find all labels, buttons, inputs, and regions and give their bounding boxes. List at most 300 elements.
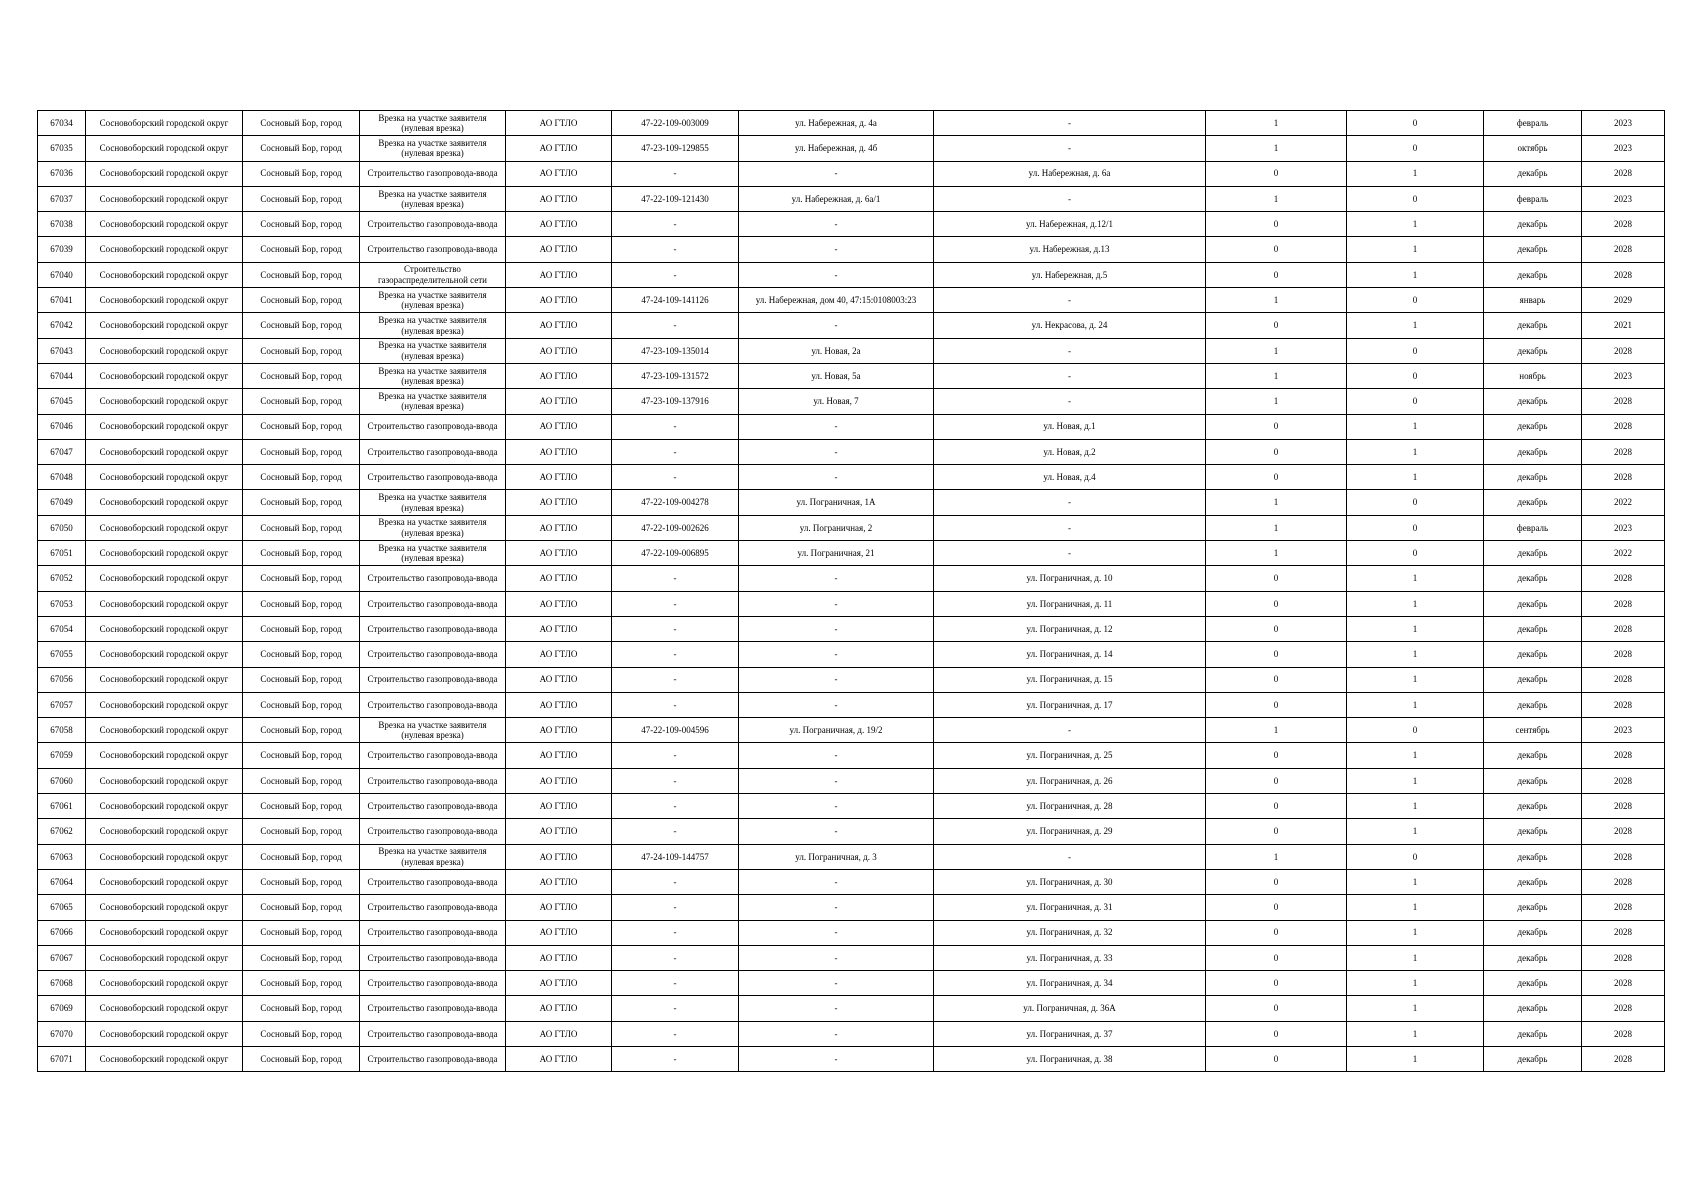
cell-year: 2023 [1582,111,1665,136]
cell-settlement: Сосновый Бор, город [243,465,360,490]
table-row [38,920,1665,945]
cell-count-planned: 1 [1347,1046,1484,1071]
cell-id: 67046 [38,414,86,439]
cell-municipality: Сосновоборский городской округ [86,363,243,388]
cell-settlement: Сосновый Бор, город [243,869,360,894]
cell-address-planned: ул. Пограничная, д. 30 [934,869,1206,894]
cell-municipality: Сосновоборский городской округ [86,1021,243,1046]
cell-application-number: - [612,1046,739,1071]
cell-count-planned: 1 [1347,566,1484,591]
cell-application-number: - [612,465,739,490]
cell-id: 67067 [38,945,86,970]
cell-work-type: Строительство газопровода-ввода [360,945,506,970]
cell-address-connected: - [739,465,934,490]
cell-organization: АО ГТЛО [506,541,612,566]
cell-count-connected: 0 [1206,869,1347,894]
cell-organization: АО ГТЛО [506,363,612,388]
cell-municipality: Сосновоборский городской округ [86,768,243,793]
cell-count-planned: 1 [1347,1021,1484,1046]
cell-month: декабрь [1484,389,1582,414]
cell-address-planned: ул. Новая, д.2 [934,439,1206,464]
table-row [38,642,1665,667]
cell-address-connected: - [739,262,934,287]
cell-work-type: Врезка на участке заявителя (нулевая врезка) [360,136,506,161]
cell-count-planned: 1 [1347,313,1484,338]
cell-work-type: Строительство газопровода-ввода [360,768,506,793]
cell-month: декабрь [1484,439,1582,464]
cell-address-planned: ул. Пограничная, д. 11 [934,591,1206,616]
cell-organization: АО ГТЛО [506,819,612,844]
cell-address-planned: - [934,541,1206,566]
cell-address-planned: - [934,111,1206,136]
cell-address-connected: - [739,819,934,844]
cell-settlement: Сосновый Бор, город [243,389,360,414]
cell-organization: АО ГТЛО [506,338,612,363]
cell-application-number: - [612,971,739,996]
cell-settlement: Сосновый Бор, город [243,895,360,920]
cell-id: 67058 [38,718,86,743]
cell-work-type: Строительство газопровода-ввода [360,794,506,819]
cell-settlement: Сосновый Бор, город [243,515,360,540]
cell-address-connected: - [739,1021,934,1046]
cell-address-planned: - [934,136,1206,161]
cell-application-number: - [612,616,739,641]
cell-address-connected: - [739,161,934,186]
cell-application-number: - [612,768,739,793]
cell-count-planned: 1 [1347,237,1484,262]
cell-municipality: Сосновоборский городской округ [86,414,243,439]
table-row [38,996,1665,1021]
cell-settlement: Сосновый Бор, город [243,136,360,161]
cell-organization: АО ГТЛО [506,237,612,262]
cell-municipality: Сосновоборский городской округ [86,996,243,1021]
cell-count-connected: 0 [1206,768,1347,793]
cell-year: 2028 [1582,389,1665,414]
cell-application-number: 47-23-109-129855 [612,136,739,161]
cell-month: декабрь [1484,692,1582,717]
cell-count-planned: 1 [1347,667,1484,692]
cell-application-number: - [612,439,739,464]
cell-month: декабрь [1484,844,1582,869]
cell-year: 2028 [1582,237,1665,262]
cell-id: 67035 [38,136,86,161]
cell-municipality: Сосновоборский городской округ [86,490,243,515]
cell-count-planned: 1 [1347,262,1484,287]
cell-organization: АО ГТЛО [506,718,612,743]
cell-work-type: Строительство газопровода-ввода [360,1021,506,1046]
cell-municipality: Сосновоборский городской округ [86,794,243,819]
cell-year: 2028 [1582,692,1665,717]
cell-count-connected: 0 [1206,439,1347,464]
cell-year: 2028 [1582,819,1665,844]
cell-month: декабрь [1484,541,1582,566]
cell-year: 2028 [1582,895,1665,920]
table-row [38,111,1665,136]
cell-municipality: Сосновоборский городской округ [86,591,243,616]
cell-work-type: Строительство газопровода-ввода [360,212,506,237]
table-row [38,262,1665,287]
cell-address-connected: - [739,869,934,894]
cell-address-connected: - [739,768,934,793]
cell-organization: АО ГТЛО [506,288,612,313]
cell-year: 2028 [1582,439,1665,464]
table-row [38,743,1665,768]
cell-settlement: Сосновый Бор, город [243,363,360,388]
cell-work-type: Строительство газопровода-ввода [360,591,506,616]
cell-address-planned: ул. Новая, д.1 [934,414,1206,439]
cell-month: декабрь [1484,945,1582,970]
table-row [38,237,1665,262]
cell-id: 67069 [38,996,86,1021]
cell-id: 67045 [38,389,86,414]
cell-count-planned: 0 [1347,186,1484,211]
cell-count-planned: 1 [1347,692,1484,717]
cell-count-connected: 0 [1206,895,1347,920]
cell-address-connected: - [739,996,934,1021]
table-row [38,313,1665,338]
cell-count-connected: 0 [1206,996,1347,1021]
cell-municipality: Сосновоборский городской округ [86,920,243,945]
cell-id: 67055 [38,642,86,667]
cell-application-number: 47-24-109-141126 [612,288,739,313]
cell-application-number: - [612,945,739,970]
cell-organization: АО ГТЛО [506,1046,612,1071]
cell-year: 2028 [1582,161,1665,186]
cell-month: декабрь [1484,465,1582,490]
cell-application-number: - [612,414,739,439]
cell-month: декабрь [1484,743,1582,768]
cell-work-type: Врезка на участке заявителя (нулевая врезка) [360,313,506,338]
cell-application-number: - [612,212,739,237]
cell-count-connected: 1 [1206,718,1347,743]
cell-organization: АО ГТЛО [506,895,612,920]
cell-count-connected: 1 [1206,389,1347,414]
cell-organization: АО ГТЛО [506,945,612,970]
cell-settlement: Сосновый Бор, город [243,111,360,136]
cell-id: 67048 [38,465,86,490]
cell-count-connected: 1 [1206,490,1347,515]
cell-work-type: Врезка на участке заявителя (нулевая врезка) [360,288,506,313]
cell-application-number: - [612,996,739,1021]
cell-municipality: Сосновоборский городской округ [86,945,243,970]
table-row [38,794,1665,819]
cell-month: декабрь [1484,237,1582,262]
table-row [38,1021,1665,1046]
cell-settlement: Сосновый Бор, город [243,996,360,1021]
table-row [38,1046,1665,1071]
cell-count-planned: 0 [1347,363,1484,388]
cell-settlement: Сосновый Бор, город [243,718,360,743]
cell-work-type: Строительство газопровода-ввода [360,439,506,464]
cell-settlement: Сосновый Бор, город [243,161,360,186]
cell-work-type: Врезка на участке заявителя (нулевая врезка) [360,490,506,515]
cell-month: декабрь [1484,895,1582,920]
cell-count-connected: 0 [1206,616,1347,641]
cell-application-number: 47-23-109-137916 [612,389,739,414]
cell-id: 67038 [38,212,86,237]
cell-settlement: Сосновый Бор, город [243,794,360,819]
cell-address-connected: - [739,237,934,262]
cell-settlement: Сосновый Бор, город [243,819,360,844]
cell-municipality: Сосновоборский городской округ [86,288,243,313]
cell-address-planned: ул. Пограничная, д. 34 [934,971,1206,996]
cell-settlement: Сосновый Бор, город [243,692,360,717]
cell-address-planned: ул. Пограничная, д. 28 [934,794,1206,819]
cell-month: февраль [1484,186,1582,211]
cell-address-planned: ул. Набережная, д.13 [934,237,1206,262]
cell-address-planned: ул. Пограничная, д. 14 [934,642,1206,667]
cell-organization: АО ГТЛО [506,920,612,945]
cell-organization: АО ГТЛО [506,212,612,237]
cell-organization: АО ГТЛО [506,262,612,287]
cell-address-planned: ул. Пограничная, д. 29 [934,819,1206,844]
cell-count-planned: 1 [1347,414,1484,439]
cell-month: декабрь [1484,819,1582,844]
cell-settlement: Сосновый Бор, город [243,971,360,996]
cell-address-connected: - [739,591,934,616]
cell-year: 2028 [1582,971,1665,996]
cell-settlement: Сосновый Бор, город [243,667,360,692]
cell-organization: АО ГТЛО [506,743,612,768]
cell-municipality: Сосновоборский городской округ [86,642,243,667]
cell-id: 67040 [38,262,86,287]
cell-settlement: Сосновый Бор, город [243,313,360,338]
cell-month: декабрь [1484,313,1582,338]
cell-count-planned: 1 [1347,819,1484,844]
cell-count-connected: 1 [1206,338,1347,363]
cell-address-connected: - [739,1046,934,1071]
cell-year: 2028 [1582,1046,1665,1071]
cell-application-number: - [612,591,739,616]
cell-count-connected: 0 [1206,945,1347,970]
cell-settlement: Сосновый Бор, город [243,743,360,768]
cell-address-planned: - [934,515,1206,540]
cell-id: 67036 [38,161,86,186]
cell-year: 2021 [1582,313,1665,338]
table-row [38,186,1665,211]
cell-address-planned: - [934,363,1206,388]
cell-address-planned: - [934,338,1206,363]
cell-settlement: Сосновый Бор, город [243,288,360,313]
cell-id: 67059 [38,743,86,768]
cell-organization: АО ГТЛО [506,869,612,894]
cell-id: 67057 [38,692,86,717]
table-row [38,768,1665,793]
cell-address-connected: - [739,212,934,237]
cell-organization: АО ГТЛО [506,566,612,591]
cell-application-number: - [612,869,739,894]
cell-address-planned: ул. Пограничная, д. 33 [934,945,1206,970]
cell-year: 2028 [1582,768,1665,793]
cell-municipality: Сосновоборский городской округ [86,667,243,692]
cell-municipality: Сосновоборский городской округ [86,869,243,894]
cell-count-planned: 0 [1347,389,1484,414]
cell-count-connected: 1 [1206,844,1347,869]
cell-address-connected: - [739,971,934,996]
cell-year: 2028 [1582,338,1665,363]
cell-address-connected: - [739,642,934,667]
cell-count-connected: 1 [1206,186,1347,211]
cell-month: декабрь [1484,794,1582,819]
table-row [38,363,1665,388]
cell-count-connected: 0 [1206,971,1347,996]
cell-municipality: Сосновоборский городской округ [86,262,243,287]
cell-id: 67039 [38,237,86,262]
cell-organization: АО ГТЛО [506,111,612,136]
cell-id: 67049 [38,490,86,515]
cell-application-number: 47-23-109-135014 [612,338,739,363]
cell-municipality: Сосновоборский городской округ [86,237,243,262]
cell-organization: АО ГТЛО [506,186,612,211]
cell-municipality: Сосновоборский городской округ [86,338,243,363]
cell-municipality: Сосновоборский городской округ [86,1046,243,1071]
cell-count-connected: 0 [1206,237,1347,262]
cell-count-connected: 0 [1206,794,1347,819]
cell-address-planned: ул. Пограничная, д. 15 [934,667,1206,692]
cell-count-connected: 1 [1206,363,1347,388]
table-row [38,718,1665,743]
cell-address-planned: ул. Новая, д.4 [934,465,1206,490]
cell-address-connected: - [739,743,934,768]
table-row [38,161,1665,186]
cell-work-type: Врезка на участке заявителя (нулевая врезка) [360,515,506,540]
cell-organization: АО ГТЛО [506,642,612,667]
cell-month: декабрь [1484,642,1582,667]
cell-address-connected: ул. Пограничная, д. 3 [739,844,934,869]
cell-count-connected: 0 [1206,414,1347,439]
cell-count-connected: 0 [1206,692,1347,717]
cell-address-connected: ул. Новая, 2а [739,338,934,363]
cell-address-connected: - [739,566,934,591]
cell-count-connected: 0 [1206,920,1347,945]
cell-count-connected: 0 [1206,1046,1347,1071]
cell-settlement: Сосновый Бор, город [243,1021,360,1046]
cell-municipality: Сосновоборский городской округ [86,111,243,136]
cell-work-type: Врезка на участке заявителя (нулевая врезка) [360,186,506,211]
cell-month: январь [1484,288,1582,313]
cell-application-number: 47-24-109-144757 [612,844,739,869]
cell-settlement: Сосновый Бор, город [243,212,360,237]
cell-application-number: - [612,895,739,920]
cell-settlement: Сосновый Бор, город [243,768,360,793]
cell-settlement: Сосновый Бор, город [243,490,360,515]
cell-id: 67053 [38,591,86,616]
table-row [38,490,1665,515]
cell-address-connected: ул. Набережная, д. 4а [739,111,934,136]
cell-year: 2023 [1582,136,1665,161]
cell-settlement: Сосновый Бор, город [243,844,360,869]
cell-work-type: Строительство газопровода-ввода [360,642,506,667]
cell-id: 67062 [38,819,86,844]
cell-work-type: Строительство газопровода-ввода [360,161,506,186]
cell-address-planned: ул. Пограничная, д. 10 [934,566,1206,591]
cell-count-connected: 1 [1206,515,1347,540]
cell-count-planned: 0 [1347,288,1484,313]
cell-count-connected: 0 [1206,667,1347,692]
cell-month: декабрь [1484,262,1582,287]
cell-count-planned: 1 [1347,920,1484,945]
cell-year: 2028 [1582,945,1665,970]
cell-organization: АО ГТЛО [506,996,612,1021]
cell-address-planned: ул. Набережная, д.5 [934,262,1206,287]
cell-year: 2028 [1582,996,1665,1021]
cell-month: октябрь [1484,136,1582,161]
cell-settlement: Сосновый Бор, город [243,262,360,287]
cell-id: 67034 [38,111,86,136]
cell-application-number: - [612,262,739,287]
cell-application-number: - [612,161,739,186]
cell-settlement: Сосновый Бор, город [243,439,360,464]
cell-address-planned: ул. Пограничная, д. 12 [934,616,1206,641]
cell-id: 67051 [38,541,86,566]
cell-organization: АО ГТЛО [506,161,612,186]
cell-work-type: Строительство газопровода-ввода [360,819,506,844]
cell-application-number: 47-22-109-004278 [612,490,739,515]
cell-count-planned: 0 [1347,490,1484,515]
cell-organization: АО ГТЛО [506,439,612,464]
cell-municipality: Сосновоборский городской округ [86,895,243,920]
cell-municipality: Сосновоборский городской округ [86,313,243,338]
table-row [38,692,1665,717]
cell-year: 2028 [1582,794,1665,819]
cell-work-type: Строительство газопровода-ввода [360,237,506,262]
cell-address-planned: - [934,186,1206,211]
cell-year: 2028 [1582,616,1665,641]
cell-settlement: Сосновый Бор, город [243,945,360,970]
cell-work-type: Строительство газопровода-ввода [360,895,506,920]
cell-year: 2028 [1582,414,1665,439]
cell-year: 2022 [1582,490,1665,515]
cell-id: 67044 [38,363,86,388]
cell-count-planned: 1 [1347,945,1484,970]
cell-address-connected: ул. Новая, 5а [739,363,934,388]
cell-application-number: 47-22-109-006895 [612,541,739,566]
cell-count-connected: 0 [1206,642,1347,667]
cell-settlement: Сосновый Бор, город [243,566,360,591]
cell-address-planned: ул. Пограничная, д. 36А [934,996,1206,1021]
cell-month: сентябрь [1484,718,1582,743]
cell-year: 2022 [1582,541,1665,566]
cell-municipality: Сосновоборский городской округ [86,136,243,161]
table-row [38,465,1665,490]
cell-organization: АО ГТЛО [506,971,612,996]
cell-address-connected: ул. Пограничная, 2 [739,515,934,540]
cell-work-type: Строительство газопровода-ввода [360,414,506,439]
cell-month: декабрь [1484,1021,1582,1046]
cell-address-planned: ул. Пограничная, д. 37 [934,1021,1206,1046]
cell-count-connected: 0 [1206,566,1347,591]
table-row [38,541,1665,566]
cell-count-planned: 1 [1347,439,1484,464]
cell-work-type: Строительство газопровода-ввода [360,667,506,692]
cell-count-planned: 0 [1347,111,1484,136]
cell-count-connected: 0 [1206,262,1347,287]
cell-year: 2028 [1582,262,1665,287]
cell-address-planned: ул. Пограничная, д. 25 [934,743,1206,768]
cell-work-type: Строительство газопровода-ввода [360,996,506,1021]
cell-address-connected: - [739,616,934,641]
cell-address-connected: - [739,920,934,945]
cell-year: 2029 [1582,288,1665,313]
cell-count-connected: 0 [1206,743,1347,768]
cell-municipality: Сосновоборский городской округ [86,718,243,743]
cell-application-number: - [612,313,739,338]
table-row [38,389,1665,414]
cell-month: декабрь [1484,566,1582,591]
cell-year: 2028 [1582,591,1665,616]
cell-settlement: Сосновый Бор, город [243,541,360,566]
table-row [38,439,1665,464]
